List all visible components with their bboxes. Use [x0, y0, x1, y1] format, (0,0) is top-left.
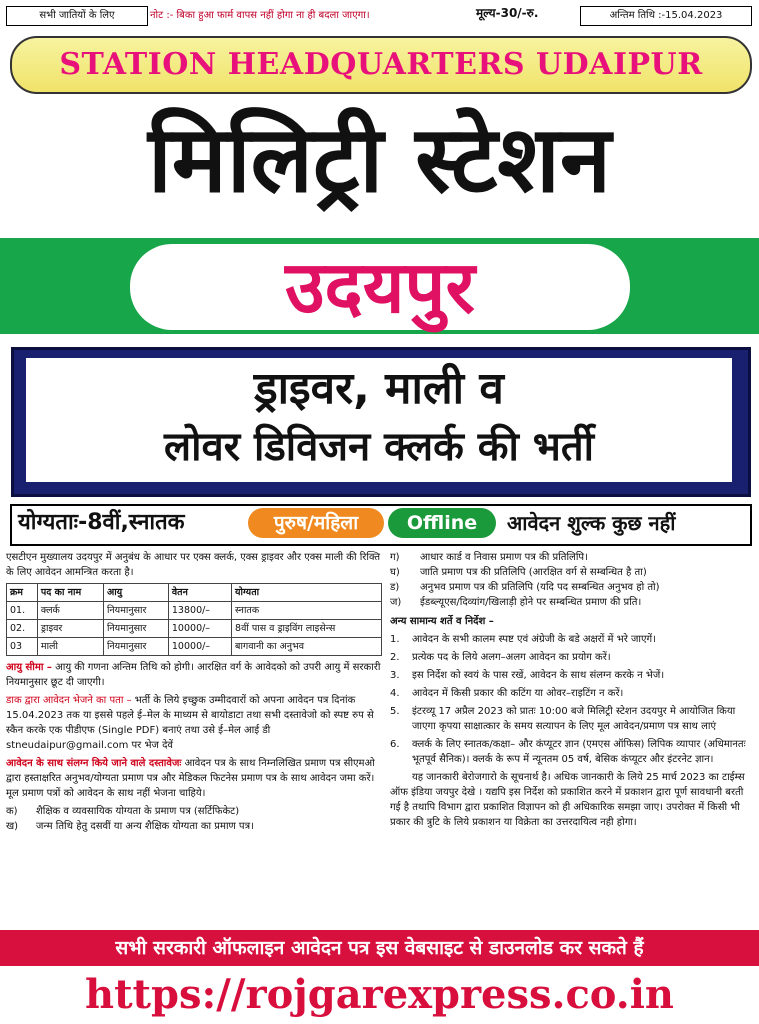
table-cell: 10000/–	[168, 620, 231, 638]
table-cell: ड्राइवर	[37, 620, 103, 638]
docs-section	[6, 756, 382, 801]
doc-value: जन्म तिथि हेतु दसवीं या अन्य शैक्षिक योग्यता का प्रमाण पत्र।	[36, 821, 254, 832]
doc-value: शैक्षिक व व्यवसायिक योग्यता के प्रमाण पत्र (सर्टिफिकेट)	[36, 806, 240, 817]
last-date: अन्तिम तिथि :-15.04.2023	[580, 6, 752, 26]
form-price: मूल्य-30/-रु.	[476, 6, 539, 20]
table-cell: 8वीं पास व ड्राइविंग लाइसेन्स	[232, 620, 382, 638]
term-item	[390, 632, 752, 647]
table-header: क्रम	[7, 584, 38, 602]
notice-text: नोट :- बिका हुआ फार्म वापस नहीं होगा ना ही बदला जाएगा।	[150, 10, 370, 21]
term-item	[390, 737, 752, 767]
term-number: 4.	[390, 688, 400, 699]
term-text: प्रत्येक पद के लिये अलग–अलग आवेदन का प्रयोग करें।	[412, 652, 611, 663]
doc-key: ग)	[390, 552, 400, 563]
table-cell: बागवानी का अनुभव	[232, 638, 382, 656]
right-column	[390, 550, 752, 833]
term-text: इस निर्देश को स्वयं के पास रखें, आवेदन के साथ संलग्न करके न भेजें।	[412, 670, 665, 681]
doc-item	[6, 804, 382, 819]
doc-item	[390, 565, 752, 580]
term-number: 5.	[390, 706, 400, 717]
doc-item	[6, 819, 382, 834]
doc-value: ईडब्ल्यूएस/दिव्यांग/खिलाड़ी होने पर सम्बन्धित प्रमाण की प्रति।	[420, 597, 642, 608]
table-row	[7, 638, 382, 656]
term-text: आवेदन के सभी कालम स्पष्ट एवं अंग्रेजी के बडे अक्षरों में भरे जाएगें।	[412, 634, 656, 645]
doc-item	[390, 550, 752, 565]
term-item	[390, 686, 752, 701]
intro-text: एसटीएन मुख्यालय उदयपुर में अनुबंध के आधार पर एक्स क्लर्क, एक्स ड्राइवर और एक्स माली की रिक्ति के लिए आवेदन आमन्त्रित करता है।	[6, 552, 381, 578]
term-item	[390, 650, 752, 665]
table-cell: 13800/–	[168, 602, 231, 620]
station-title: STATION HEADQUARTERS UDAIPUR	[59, 47, 703, 82]
term-number: 3.	[390, 670, 400, 681]
table-cell: माली	[37, 638, 103, 656]
age-text: आयु की गणना अन्तिम तिथि को होगी। आरक्षित वर्ग के आवेदको को उपरी आयु में सरकारी नियमानुसार छूट दी जाएगी।	[6, 662, 381, 688]
age-section	[6, 660, 382, 690]
post-text: भर्ती के लिये इच्छुक उम्मीदवारों को अपना आवेदन पत्र दिनांक 15.04.2023 तक या इससे पहले ई–मेल के माध्यम से बायोडाटा तथा सभी दस्तावेजो को स्पष्ट रुप से स्कैन करके एक पीडीएफ (Single PDF) बनाएं तथा उसे ई–मेल आई डी stneudaipur@gmail.com पर भेज देवें	[6, 695, 374, 751]
qualification-label: योग्यताः-8वीं,स्नातक	[18, 510, 185, 535]
table-header: योग्यता	[232, 584, 382, 602]
doc-key: ड)	[390, 582, 400, 593]
recruitment-line1: ड्राइवर, माली व	[254, 363, 504, 414]
doc-value: जाति प्रमाण पत्र की प्रतिलिपि (आरक्षित वर्ग से सम्बन्धित है ता)	[420, 567, 647, 578]
table-cell: 02.	[7, 620, 38, 638]
age-label: आयु सीमा –	[6, 662, 52, 673]
table-cell: नियमानुसार	[103, 602, 168, 620]
table-header: आयु	[103, 584, 168, 602]
table-header-row	[7, 584, 382, 602]
post-section	[6, 693, 382, 753]
table-cell: नियमानुसार	[103, 620, 168, 638]
gender-badge: पुरुष/महिला	[248, 508, 384, 538]
post-label: डाक द्वारा आवेदन भेजने का पता –	[6, 695, 132, 706]
table-cell: 01.	[7, 602, 38, 620]
table-cell: नियमानुसार	[103, 638, 168, 656]
city-pill	[130, 244, 630, 330]
mode-badge: Offline	[388, 508, 496, 538]
table-cell: क्लर्क	[37, 602, 103, 620]
left-column	[6, 550, 382, 834]
docs-text: आवेदन पत्र के साथ निम्नलिखित प्रमाण पत्र सीएमओ द्वारा हस्ताक्षरित अनुभव/योग्यता प्रमाण पत्र और मेडिकल फिटनेस प्रमाण पत्र के साथ आवेदन जमा करें। मूल प्रमाण पत्रों को आवेदन के साथ नहीं भेजना चाहिये।	[6, 758, 375, 799]
term-item	[390, 704, 752, 734]
term-number: 2.	[390, 652, 400, 663]
doc-key: घ)	[390, 567, 400, 578]
table-cell: 10000/–	[168, 638, 231, 656]
doc-key: ख)	[6, 821, 19, 832]
docs-label: आवेदन के साथ संलग्न किये जाने वाले दस्तावेजः	[6, 758, 182, 769]
city-title: उदयपुर	[285, 245, 475, 329]
table-header: पद का नाम	[37, 584, 103, 602]
fee-text: आवेदन शुल्क कुछ नहीं	[507, 511, 676, 535]
download-banner: सभी सरकारी ऑफलाइन आवेदन पत्र इस वेबसाइट से डाउनलोड कर सकते हैं	[0, 930, 759, 966]
term-item	[390, 668, 752, 683]
station-banner	[10, 36, 752, 94]
doc-value: अनुभव प्रमाण पत्र की प्रतिलिपि (यदि पद सम्बन्धित अनुभव हो तो)	[420, 582, 660, 593]
table-header: वेतन	[168, 584, 231, 602]
category-tag: सभी जातियों के लिए	[6, 6, 148, 26]
doc-key: क)	[6, 806, 18, 817]
doc-item	[390, 580, 752, 595]
term-number: 1.	[390, 634, 400, 645]
doc-item	[390, 595, 752, 610]
doc-key: ज)	[390, 597, 402, 608]
term-text: क्लर्क के लिए स्नातक/कक्षा– और कंप्यूटर ज्ञान (एमएस ऑफिस) लिपिक व्यापार (अधिमानतः भूतपूर्व सैनिक)। क्लर्क के रूप में न्यूनतम 05 वर्ष, बेसिक कंप्यूटर और इंटरनेट ज्ञान।	[412, 739, 746, 765]
doc-value: आधार कार्ड व निवास प्रमाण पत्र की प्रतिलिपि।	[420, 552, 588, 563]
military-station-title: मिलिट्री स्टेशन	[147, 106, 612, 213]
table-cell: 03	[7, 638, 38, 656]
table-cell: स्नातक	[232, 602, 382, 620]
table-row	[7, 620, 382, 638]
term-text: इंटरव्यू 17 अप्रैल 2023 को प्रातः 10:00 बजे मिलिट्री स्टेशन उदयपुर मे आयोजित किया जाएगा कृपया साक्षात्कार के समय सत्यापन के लिए मूल आवेदन/प्रमाण पत्र साथ लाएं	[412, 706, 736, 732]
recruitment-line2: लोवर डिविजन क्लर्क की भर्ती	[163, 424, 595, 470]
website-link[interactable]: https://rojgarexpress.co.in	[0, 966, 759, 1024]
term-text: आवेदन में किसी प्रकार की कटिंग या ओवर–राइटिंग न करें।	[412, 688, 624, 699]
table-row	[7, 602, 382, 620]
terms-title: अन्य सामान्य शर्ते व निर्देश –	[390, 616, 494, 627]
posts-table	[6, 583, 382, 656]
term-number: 6.	[390, 739, 400, 750]
closing-text: यह जानकारी बेरोजगारो के सूचनार्थ है। अधिक जानकारी के लिये 25 मार्च 2023 का टाईम्स ऑफ इंडिया जयपुर देखे । यद्यपि इस निर्देश को प्रकाशित करने में प्रकाशन द्वारा पूर्ण सावधानी बरती गई है तथापि विभाग द्वारा प्रकाशित विज्ञापन को ही अधिकारिक समझा जाए। उपरोक्त में किसी भी प्रकार की त्रुटि के लिये प्रकाशन या विक्रेता का उत्तरदायित्व नही होगा।	[390, 772, 745, 828]
